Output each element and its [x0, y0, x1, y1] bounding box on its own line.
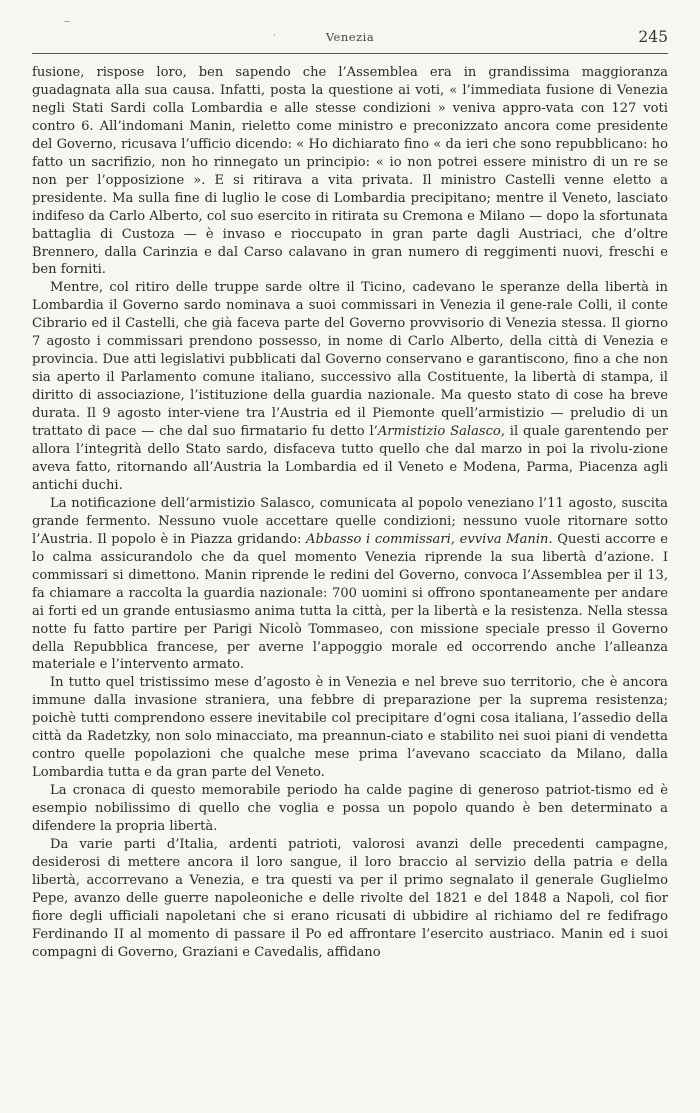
- text-run: Questi accorre e lo calma assicurandolo che da quel momento Venezia riprende la sua libertà d’azione. I commissari si dimettono. Manin riprende le redini del Governo, convoca l’Assemblea per il 13, fa chiamare a raccolta la guardia nazionale: 700 uomini si offrono spontaneamente per andare ai forti ed un grande entusiasmo anima tutta la città, per la libertà e la resistenza. Nella stessa notte fu fatto partire per Parigi Nicolò Tommaseo, con missione speciale presso il Governo della Repubblica francese, per averne l’appoggio morale ed occorrendo anche l’alleanza materiale e l’intervento armato.: [32, 531, 669, 673]
- paragraph: [32, 64, 668, 279]
- header-rule: [32, 53, 668, 54]
- text-run: La notificazione dell’armistizio Salasco, comunicata al popolo veneziano l’11 agosto, suscita grande fermento. Nessuno vuole accettare quelle condizioni; nessuno vuole ritornare sotto l’Austria. Il popolo è in Piazza gridando:: [32, 495, 668, 547]
- text-run: La cronaca di questo memorabile periodo ha calde pagine di generoso patriot-tismo ed è esempio nobilissimo di quello che voglia e possa un popolo quando è ben determinato a difendere la propria libertà.: [32, 783, 668, 835]
- running-title: Venezia: [325, 30, 375, 44]
- paragraph: [32, 279, 668, 494]
- body-text: [32, 64, 668, 962]
- text-run: , il quale garentendo per allora l’integrità dello Stato sardo, disfaceva tutto quello che dal marzo in poi la rivolu-zione aveva fatto, ritornando all’Austria la Lombardia ed il Veneto e Modena, Parma, Piacenza agli antichi duchi.: [32, 424, 668, 493]
- italic-phrase: Abbasso i commissari, evviva Manin.: [306, 531, 553, 547]
- paragraph: [32, 782, 668, 836]
- running-header: [32, 30, 668, 52]
- paragraph: [32, 674, 668, 782]
- text-run: Da varie parti d’Italia, ardenti patrioti, valorosi avanzi delle precedenti campagne, desiderosi di mettere ancora il loro sangue, il loro braccio al servizio della patria e della libertà, accorrevano a Venezia, e tra questi va per il primo segnalato il generale Guglielmo Pepe, avanzo delle guerre napoleoniche e delle rivolte del 1821 e del 1848 a Napoli, col fior fiore degli ufficiali napoletani che si erano ricusati di ubbidire al richiamo del re fedifrago Ferdinando II al momento di passare il Po ed affrontare l’esercito austriaco. Manin ed i suoi compagni di Governo, Graziani e Cavedalis, affidano: [32, 836, 668, 960]
- text-run: fusione, rispose loro, ben sapendo che l’Assemblea era in grandissima maggioranza guadagnata alla sua causa. Infatti, posta la questione ai voti, « l’immediata fusione di Venezia negli Stati Sardi colla Lombardia e alle stesse condizioni » veniva appro-vata con 127 voti contro 6. All’indomani Manin, rieletto come ministro e preconizzato ancora come presidente del Governo, ricusava l’ufficio dicendo: « Ho dichiarato fino « da ieri che sono repubblicano: ho fatto un sacrifizio, non ho rinnegato un principio: « io non potrei essere ministro di un re se non per l’opposizione ». E si ritirava a vita privata. Il ministro Castelli venne eletto a presidente. Ma sulla fine di luglio le cose di Lombardia precipitano; mentre il Veneto, lasciato indifeso da Carlo Alberto, col suo esercito in ritirata su Cremona e Milano — dopo la sfortunata battaglia di Custoza — è invaso e rioccupato in gran parte dagli Austriaci, che d’oltre Brennero, dalla Carinzia e dal Carso calavano in gran numero di reggimenti nuovi, freschi e ben forniti.: [32, 65, 668, 278]
- header-dot: ˙: [272, 34, 277, 45]
- margin-mark: –: [64, 14, 70, 28]
- page-number: 245: [638, 28, 668, 46]
- paragraph: [32, 495, 668, 675]
- italic-phrase: Armistizio Salasco: [377, 424, 501, 440]
- text-run: Mentre, col ritiro delle truppe sarde oltre il Ticino, cadevano le speranze della libertà in Lombardia il Governo sardo nominava a suoi commissari in Venezia il gene-rale Colli, il conte Cibrario ed il Castelli, che già faceva parte del Governo provvisorio di Venezia stessa. Il giorno 7 agosto i commissari prendono possesso, in nome di Carlo Alberto, della città di Venezia e provincia. Due atti legislativi pubblicati dal Governo conservano e garantiscono, fino a che non sia aperto il Parlamento comune italiano, successivo alla Costituente, la libertà di stampa, il diritto di associazione, l’istituzione della guardia nazionale. Ma questo stato di cose ha breve durata. Il 9 agosto inter-viene tra l’Austria ed il Piemonte quell’armistizio — preludio di un trattato di pace — che dal suo firmatario fu detto l’: [32, 280, 668, 440]
- paragraph: [32, 836, 668, 962]
- text-run: In tutto quel tristissimo mese d’agosto è in Venezia e nel breve suo territorio, che è ancora immune dalla invasione straniera, una febbre di preparazione per la suprema resistenza; poichè tutti comprendono essere inevitabile col precipitare d’ogni cosa italiana, l’assedio della città da Radetzky, non solo minacciato, ma preannun-ciato e stabilito nei suoi piani di vendetta contro quelle popolazioni che qualche mese prima l’avevano scacciato da Milano, dalla Lombardia tutta e da gran parte del Veneto.: [32, 675, 668, 781]
